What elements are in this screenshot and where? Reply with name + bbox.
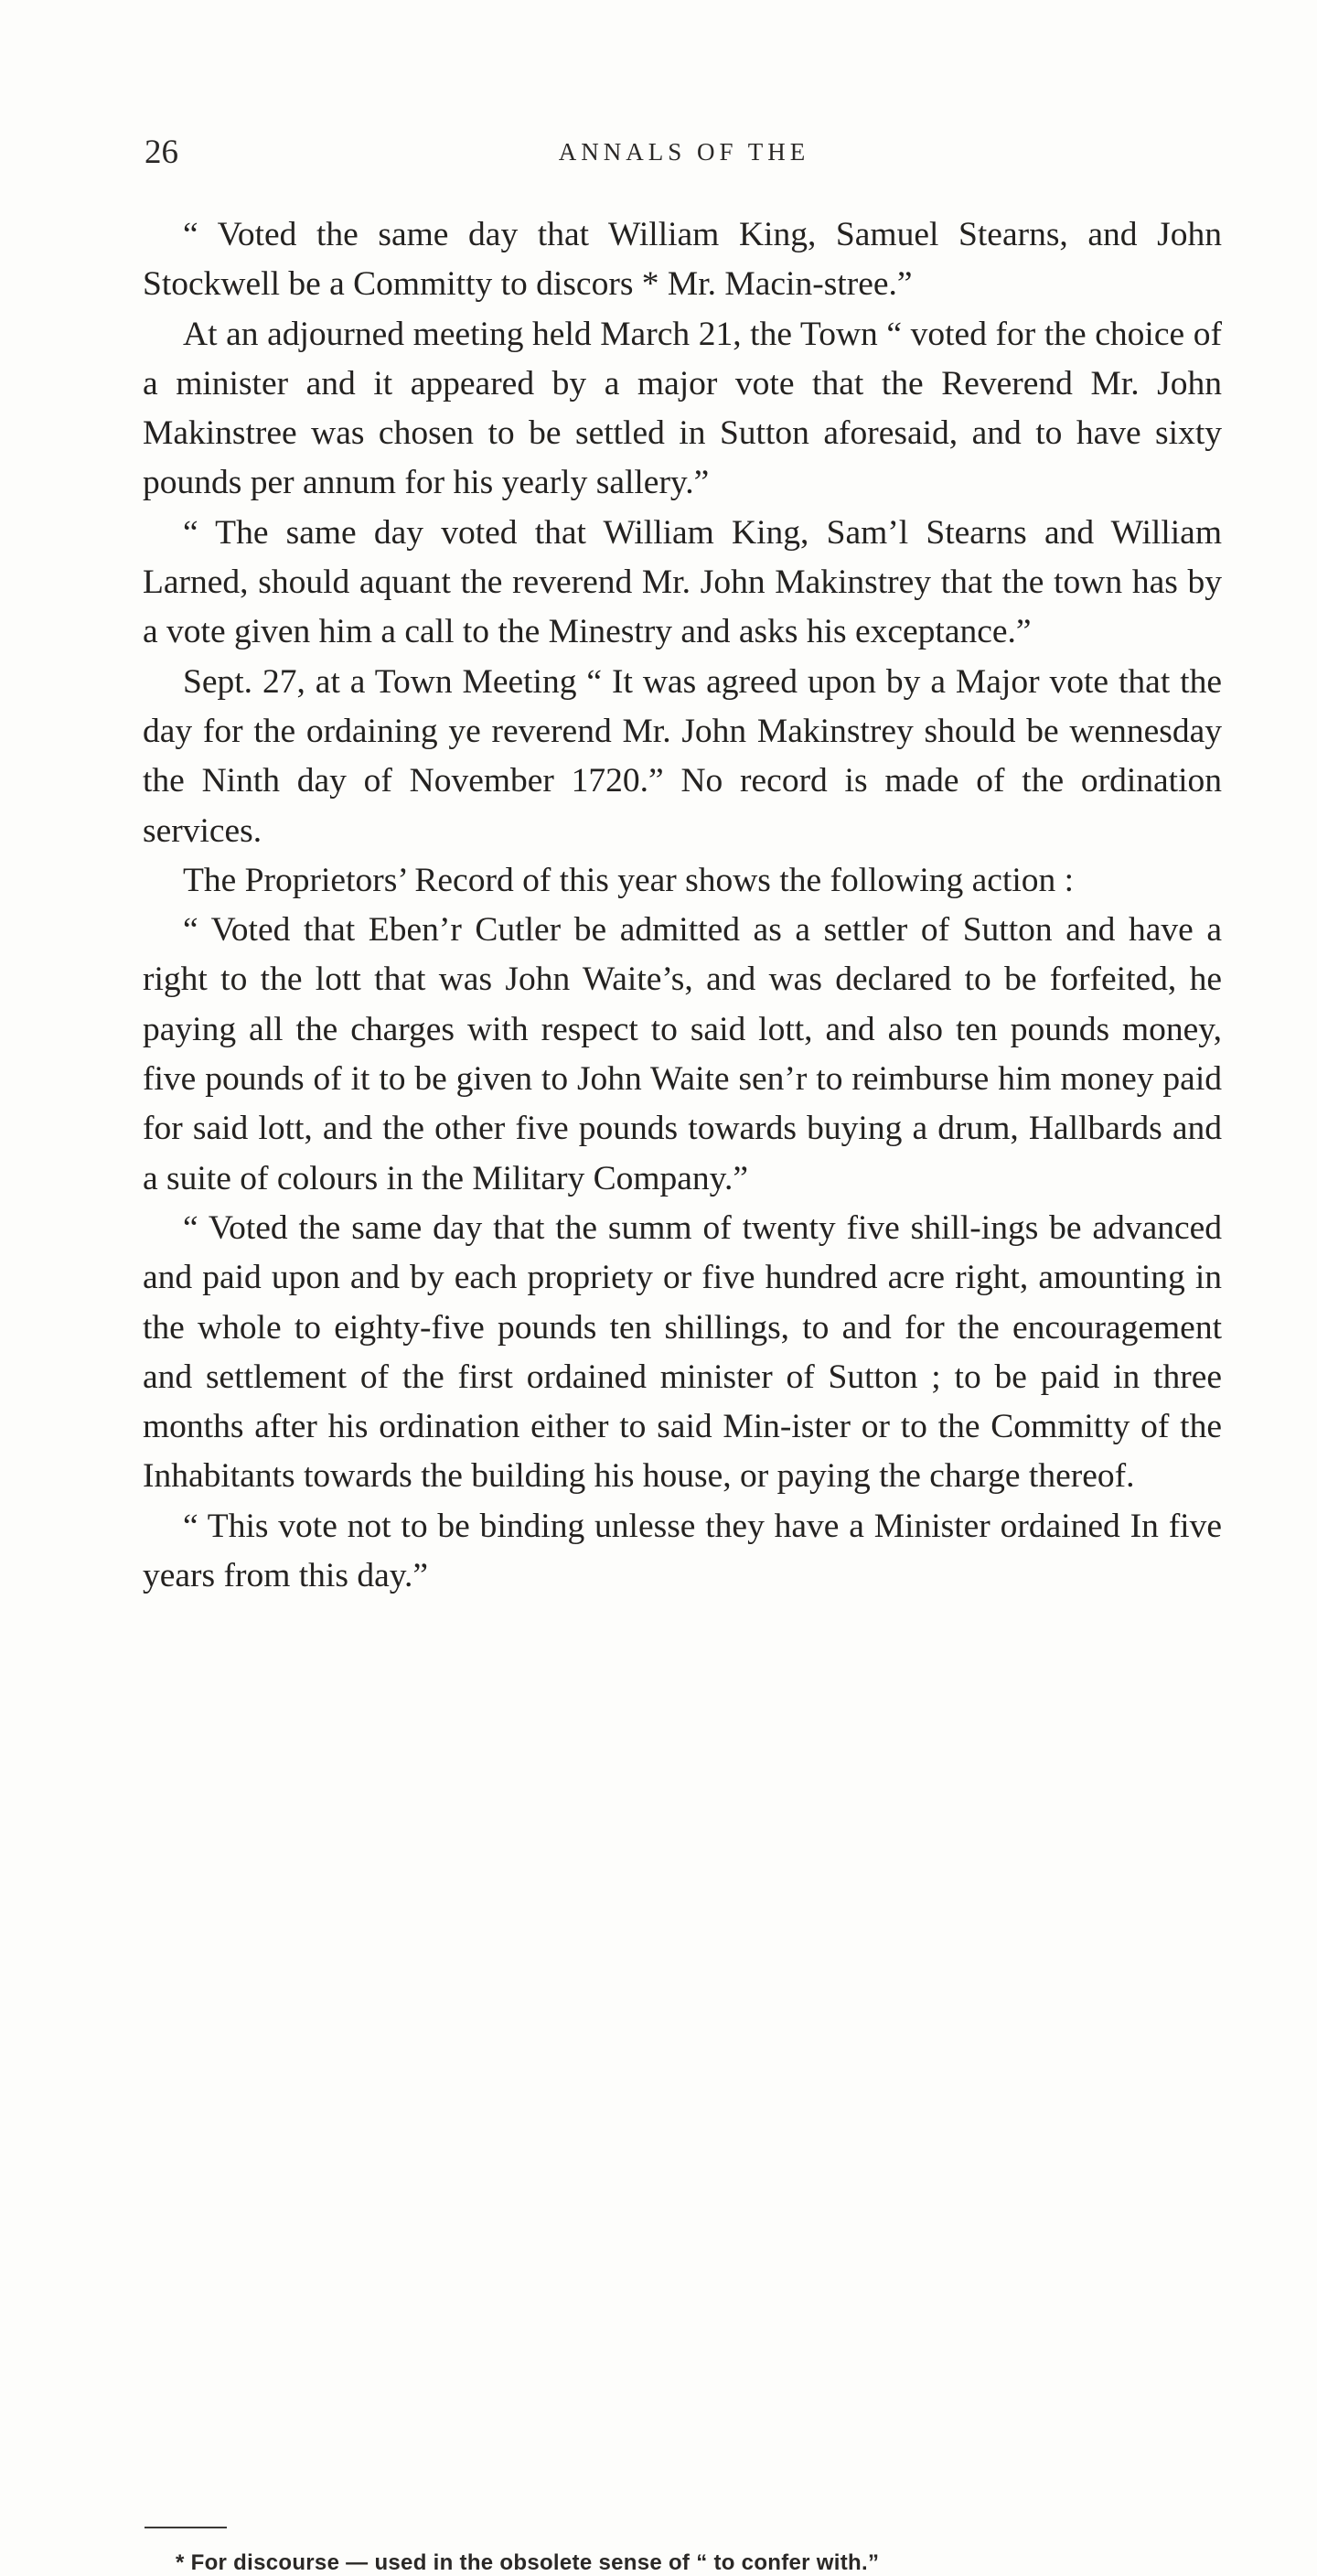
- body-text: [143, 210, 1222, 1601]
- footnote: * For discourse — used in the obsolete sense of “ to confer with.”: [176, 2550, 880, 2575]
- paragraph: The Proprietors’ Record of this year shows the following action :: [183, 861, 1075, 899]
- running-head: ANNALS OF THE: [558, 138, 810, 166]
- paragraph: “ Voted the same day that the summ of twenty five shill-ings be advanced and paid upon and by each propriety or five hundred acre right, amounting in the whole to eighty-five pounds ten shillings, to and for the encouragement and settlement of the first ordained minister of Sutton ; to be paid in three months after his ordination either to said Min-ister or to the Committy of the Inhabitants towards the building his house, or paying the charge thereof.: [143, 1208, 1222, 1496]
- page-number: 26: [145, 134, 178, 171]
- page-header: [145, 133, 1224, 178]
- paragraph: Sept. 27, at a Town Meeting “ It was agreed upon by a Major vote that the day for the ordaining ye reverend Mr. John Makinstrey should be wennesday the Ninth day of November 1720.” No record is made of the ordination services.: [143, 662, 1222, 850]
- footnote-rule: [145, 2527, 227, 2528]
- paragraph: “ This vote not to be binding unlesse they have a Minister ordained In five years from this day.”: [143, 1507, 1222, 1595]
- paragraph: “ Voted that Eben’r Cutler be admitted as a settler of Sutton and have a right to the lott that was John Waite’s, and was declared to be forfeited, he paying all the charges with respect to said lott, and also ten pounds money, five pounds of it to be given to John Waite sen’r to reimburse him money paid for said lott, and the other five pounds towards buying a drum, Hallbards and a suite of colours in the Military Company.”: [143, 911, 1222, 1197]
- paragraph: “ The same day voted that William King, Sam’l Stearns and William Larned, should aquant the reverend Mr. John Makinstrey that the town has by a vote given him a call to the Minestry and asks his exceptance.”: [143, 513, 1222, 651]
- paragraph: “ Voted the same day that William King, Samuel Stearns, and John Stockwell be a Committy to discors * Mr. Macin-stree.”: [143, 216, 1222, 304]
- paragraph: At an adjourned meeting held March 21, the Town “ voted for the choice of a minister and it appeared by a major vote that the Reverend Mr. John Makinstree was chosen to be settled in Sutton aforesaid, and to have sixty pounds per annum for his yearly sallery.”: [143, 315, 1222, 502]
